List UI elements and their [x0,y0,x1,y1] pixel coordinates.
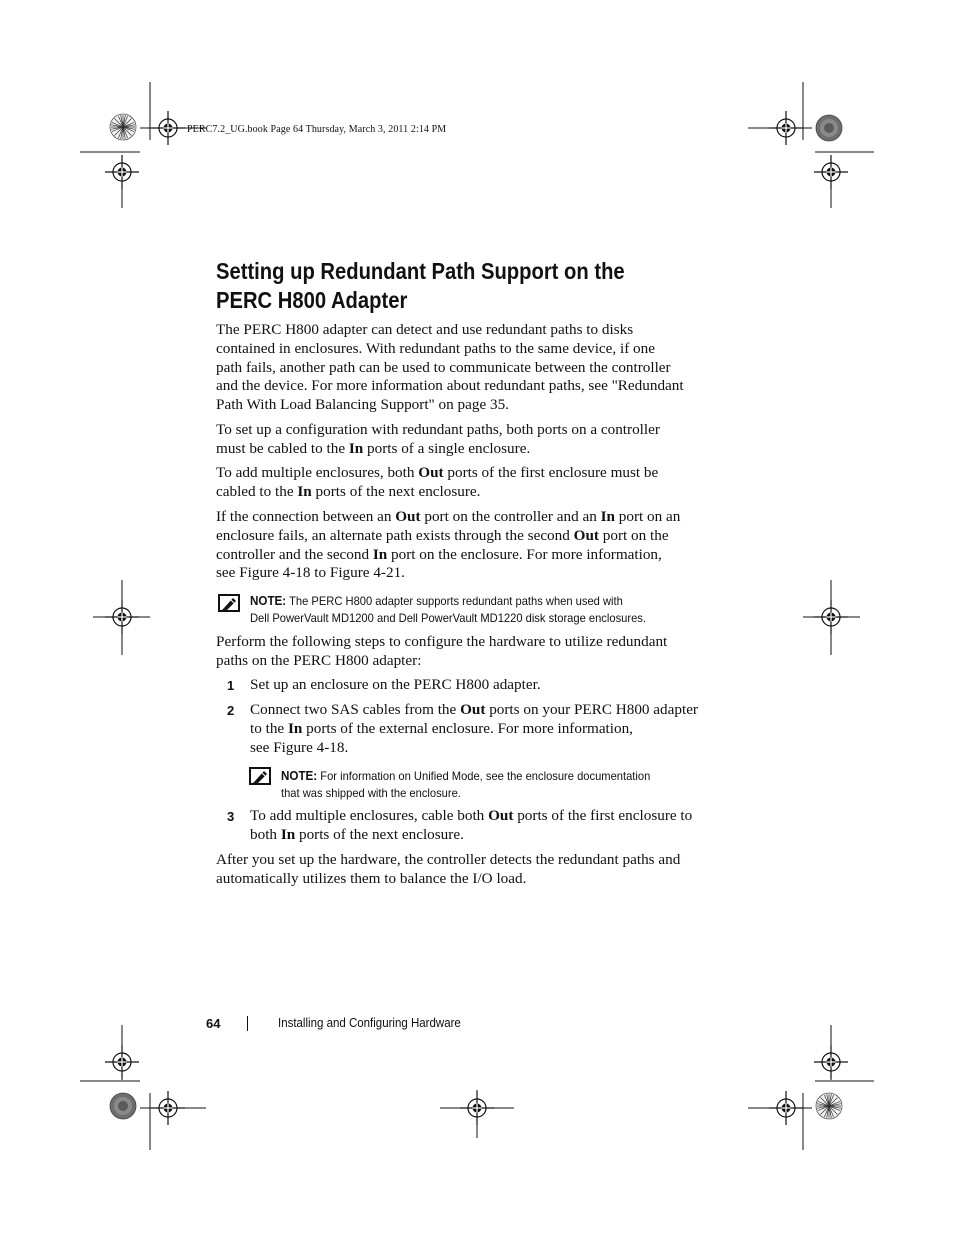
paragraph-line: contained in enclosures. With redundant paths to the same device, if one [216,339,655,357]
paragraph-line: controller and the second In port on the enclosure. For more information, [216,545,662,563]
starburst-icon [110,1093,136,1119]
step-number: 3 [227,809,235,824]
paragraph-failover [216,508,680,583]
footer-section-title: Installing and Configuring Hardware [278,1016,461,1030]
note-label: NOTE: [250,594,287,608]
pencil-note-icon [249,767,271,785]
crop-mark-bottom-left [80,1025,206,1150]
paragraph-line: If the connection between an Out port on the controller and an In port on an [216,508,681,525]
heading-line-1: Setting up Redundant Path Support on the [216,258,625,284]
intro-paragraph [216,321,684,415]
note-unified-mode: NOTE: For information on Unified Mode, see the enclosure documentation that was shipped with the enclosure. [281,769,651,800]
section-heading [216,257,698,315]
paragraph-multiple-enclosures [216,464,658,502]
registration-crosshair-icon [151,111,185,145]
paragraph-line: Path With Load Balancing Support" on page 35. [216,396,509,414]
paragraph-line: and the device. For more information about redundant paths, see "Redundant [216,377,684,395]
crop-mark-bottom-right [748,1025,874,1150]
registration-crosshair-icon [105,155,139,189]
note-redundant-paths: NOTE: The PERC H800 adapter supports redundant paths when used with Dell PowerVault MD1200 and Dell PowerVault MD1220 disk storage enclosures. [250,594,646,625]
heading-line-2: PERC H800 Adapter [216,287,408,313]
registration-crosshair-icon [105,1045,139,1079]
step-number: 1 [227,678,235,693]
note-label: NOTE: [281,769,318,783]
paragraph-line: automatically utilizes them to balance the I/O load. [216,869,527,887]
paragraph-line: path fails, another path can be used to communicate between the controller [216,358,671,376]
step-number: 2 [227,703,235,718]
port-out-label: Out [418,464,444,481]
registration-crosshair-icon [769,111,803,145]
paragraph-conclusion [216,851,680,889]
starburst-icon [110,114,136,140]
registration-crosshair-icon [814,600,848,634]
paragraph-line: paths on the PERC H800 adapter: [216,651,422,669]
registration-crosshair-icon [460,1091,494,1125]
paragraph-line: see Figure 4-18 to Figure 4-21. [216,564,405,582]
pencil-note-icon [218,594,240,612]
paragraph-line: After you set up the hardware, the controller detects the redundant paths and [216,851,681,868]
paragraph-line: enclosure fails, an alternate path exists through the second Out port on the [216,526,669,544]
paragraph-line: To add multiple enclosures, both Out ports of the first enclosure must be [216,464,659,481]
registration-crosshair-icon [814,155,848,189]
paragraph-line: The PERC H800 adapter can detect and use redundant paths to disks [216,321,634,338]
footer-divider [247,1016,248,1031]
port-in-label: In [348,439,364,457]
port-in-label: In [297,482,312,500]
starburst-icon [816,1093,842,1119]
registration-crosshair-icon [769,1091,803,1125]
print-slug: PERC7.2_UG.book Page 64 Thursday, March 3, 2011 2:14 PM [187,124,447,135]
step-2-text: Connect two SAS cables from the Out ports on your PERC H800 adapter to the In ports of the external enclosure. For more information, see Figure 4-18. [250,701,698,756]
crop-mark-top-right [748,82,874,208]
starburst-icon [816,115,842,141]
registration-crosshair-icon [105,600,139,634]
registration-crosshair-icon [151,1091,185,1125]
paragraph-line: To set up a configuration with redundant paths, both ports on a controller [216,421,660,438]
paragraph-line: must be cabled to the In ports of a single enclosure. [216,439,531,457]
step-1-text: Set up an enclosure on the PERC H800 adapter. [250,676,541,693]
paragraph-steps-intro [216,633,667,671]
paragraph-line: Perform the following steps to configure the hardware to utilize redundant [216,633,668,650]
page-number: 64 [206,1016,221,1031]
step-3-text: To add multiple enclosures, cable both Out ports of the first enclosure to both In ports of the next enclosure. [250,807,693,843]
registration-crosshair-icon [814,1045,848,1079]
paragraph-line: cabled to the In ports of the next enclosure. [216,482,481,500]
crop-mark-top-left [80,82,206,208]
paragraph-cabling [216,421,660,459]
